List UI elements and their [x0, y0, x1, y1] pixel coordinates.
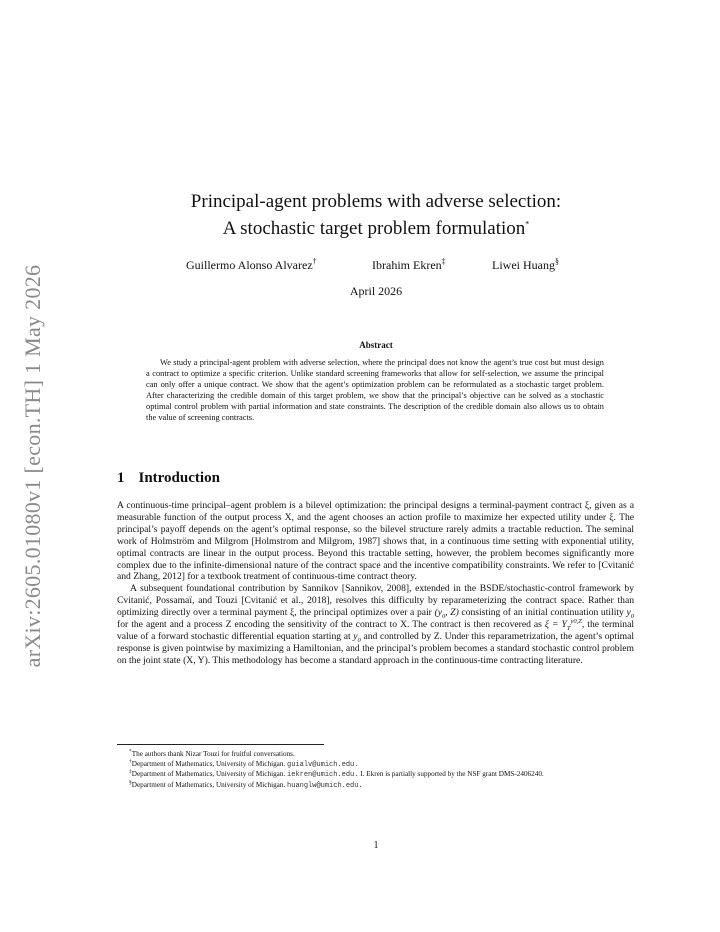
paragraph-2: A subsequent foundational contribution by Sannikov [Sannikov, 2008], extended in the BSDE/stochastic-control framework by Cvitanić, Possamaï, and Touzi [Cvitanić et al., 2018], resolves this difficulty by reparameterizing the contract space. Rather than optimizing directly over a terminal payment ξ, the principal optimizes over a pair ($y_0$, Z) consisting of an initial continuation utility $y_0$ for the agent and a process Z encoding the sensitivity of the contract to X. The contract is then recovered as $\xi = Y_T^{y0,Z}$, the terminal value of a forward stochastic differential equation starting at $y_0$ and controlled by Z. Under this reparametrization, the agent’s optimal response is given pointwise by maximizing a Hamiltonian, and the principal’s problem becomes a standard stochastic control problem on the joint state (X, Y). This methodology has become a standard approach in the continuous-time contracting literature.: [117, 583, 635, 666]
title-line-1: Principal-agent problems with adverse selection:: [190, 191, 562, 212]
introduction-body: [117, 500, 634, 667]
email-link[interactable]: guialv@umich.edu.: [287, 760, 359, 769]
footnote-author-2: ‡Department of Mathematics, University of Michigan. iekren@umich.edu. I. Ekren is partially supported by the NSF grant DMS-2406240.: [129, 768, 544, 780]
email-link[interactable]: huanglw@umich.edu.: [287, 781, 363, 790]
author-list: [186, 258, 586, 274]
arxiv-identifier-stamp: arXiv:2605.01080v1 [econ.TH] 1 May 2026: [20, 264, 45, 668]
paragraph-1: A continuous-time principal–agent problem is a bilevel optimization: the principal designs a terminal-payment contract ξ, given as a measurable function of the output process X, and the agent chooses an action profile to maximize her expected utility under ξ. The principal’s payoff depends on the agent’s optimal response, so the bilevel structure rarely admits a tractable reduction. The seminal work of Holmström and Milgrom [Holmstrom and Milgrom, 1987] shows that, in a continuous time setting with exponential utility, optimal contracts are linear in the output process. Beyond this tractable setting, however, the problem becomes significantly more complex due to the infinite-dimensional nature of the contract space and the incentive compatibility constraints. We refer to [Cvitanić and Zhang, 2012] for a textbook treatment of continuous-time contract theory.: [117, 500, 634, 583]
page-number: 1: [373, 840, 379, 851]
title-footnote-mark: *: [525, 219, 530, 229]
author-2: Ibrahim Ekren‡: [372, 257, 446, 272]
abstract-heading: Abstract: [359, 340, 393, 350]
footnotes: [117, 750, 634, 791]
section-number: 1: [117, 470, 125, 486]
abstract-text: We study a principal-agent problem with adverse selection, where the principal does not know the agent’s true cost but must design a contract to optimize a specific criterion. Unlike standard screening frameworks that allow for self-selection, we assume the principal can only offer a unique contract. We show that the agent’s optimization problem can be reformulated as a stochastic target problem. After characterizing the credible domain of this target problem, we show that the principal’s objective can be solved as a stochastic optimal control problem with partial information and state constraints. The description of the credible domain also allows us to obtain the value of screening contracts.: [146, 358, 604, 423]
author-3: Liwei Huang§: [492, 257, 559, 272]
section-title: Introduction: [138, 470, 220, 486]
author-1: Guillermo Alonso Alvarez†: [186, 257, 317, 272]
footnote-divider: [117, 744, 324, 745]
publication-date: April 2026: [349, 284, 403, 298]
footnote-acknowledgement: *The authors thank Nizar Touzi for fruitful conversations.: [129, 748, 295, 758]
title-line-2: A stochastic target problem formulation*: [222, 218, 530, 239]
footnote-author-3: §Department of Mathematics, University of Michigan. huanglw@umich.edu.: [129, 779, 363, 790]
section-heading-introduction: [117, 470, 220, 487]
footnote-author-1: †Department of Mathematics, University of Michigan. guialv@umich.edu.: [129, 758, 359, 769]
paper-title: [0, 188, 720, 242]
email-link[interactable]: iekren@umich.edu.: [287, 771, 359, 780]
